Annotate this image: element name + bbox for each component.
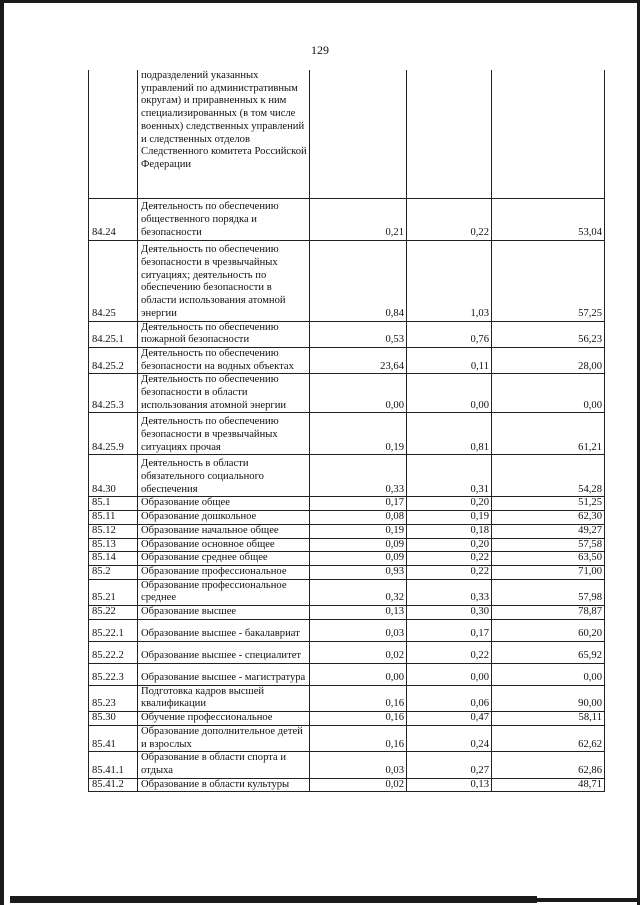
value-2-cell: 0,17 (407, 619, 492, 641)
code-cell: 85.41.2 (89, 778, 138, 792)
scan-edge-top (0, 0, 640, 3)
name-cell: Подготовка кадров высшей квалификации (138, 685, 310, 711)
code-cell: 84.25.1 (89, 321, 138, 347)
value-2-cell: 0,13 (407, 778, 492, 792)
code-cell (89, 70, 138, 198)
name-cell: Деятельность по обеспечению безопасности в чрезвычайных ситуациях; деятельность по обеспечению безопасности в области использования атомной энергии (138, 240, 310, 321)
value-2-cell: 0,76 (407, 321, 492, 347)
table-row (89, 552, 605, 566)
value-1-cell: 0,02 (310, 641, 407, 663)
value-3-cell: 49,27 (492, 524, 605, 538)
table-row (89, 497, 605, 511)
table-row (89, 240, 605, 321)
value-1-cell: 0,03 (310, 752, 407, 778)
table-row (89, 198, 605, 240)
code-cell: 85.22.3 (89, 663, 138, 685)
value-3-cell: 48,71 (492, 778, 605, 792)
value-1-cell (310, 70, 407, 198)
code-cell: 85.13 (89, 538, 138, 552)
code-cell: 85.22.1 (89, 619, 138, 641)
value-1-cell: 0,09 (310, 552, 407, 566)
value-2-cell (407, 70, 492, 198)
table-row (89, 663, 605, 685)
value-2-cell: 0,18 (407, 524, 492, 538)
code-cell: 84.25.9 (89, 413, 138, 455)
code-cell: 84.25.3 (89, 374, 138, 413)
code-cell: 84.25 (89, 240, 138, 321)
value-2-cell: 0,22 (407, 198, 492, 240)
table-row (89, 321, 605, 347)
value-2-cell: 0,33 (407, 579, 492, 605)
value-3-cell: 57,98 (492, 579, 605, 605)
code-cell: 85.41 (89, 725, 138, 751)
value-2-cell: 0,06 (407, 685, 492, 711)
name-cell: Образование начальное общее (138, 524, 310, 538)
value-3-cell: 58,11 (492, 712, 605, 726)
table-row (89, 347, 605, 373)
value-1-cell: 0,19 (310, 413, 407, 455)
value-3-cell: 63,50 (492, 552, 605, 566)
value-1-cell: 23,64 (310, 347, 407, 373)
code-cell: 85.1 (89, 497, 138, 511)
value-3-cell: 57,58 (492, 538, 605, 552)
name-cell: Образование высшее - специалитет (138, 641, 310, 663)
value-1-cell: 0,32 (310, 579, 407, 605)
value-2-cell: 0,47 (407, 712, 492, 726)
table-row (89, 565, 605, 579)
value-1-cell: 0,84 (310, 240, 407, 321)
code-cell: 85.2 (89, 565, 138, 579)
code-cell: 85.21 (89, 579, 138, 605)
value-3-cell: 0,00 (492, 663, 605, 685)
code-cell: 84.24 (89, 198, 138, 240)
value-3-cell: 62,30 (492, 511, 605, 525)
value-3-cell: 51,25 (492, 497, 605, 511)
name-cell: Образование высшее (138, 606, 310, 620)
value-3-cell: 78,87 (492, 606, 605, 620)
page-number: 129 (311, 43, 329, 57)
data-table (88, 70, 605, 792)
code-cell: 84.25.2 (89, 347, 138, 373)
value-1-cell: 0,53 (310, 321, 407, 347)
code-cell: 85.14 (89, 552, 138, 566)
code-cell: 85.30 (89, 712, 138, 726)
value-3-cell: 62,62 (492, 725, 605, 751)
value-2-cell: 0,20 (407, 497, 492, 511)
value-2-cell: 0,27 (407, 752, 492, 778)
name-cell: Деятельность по обеспечению безопасности в области использования атомной энергии (138, 374, 310, 413)
table-row (89, 725, 605, 751)
name-cell: Образование высшее - бакалавриат (138, 619, 310, 641)
value-3-cell: 65,92 (492, 641, 605, 663)
value-1-cell: 0,09 (310, 538, 407, 552)
table-row (89, 685, 605, 711)
value-3-cell: 90,00 (492, 685, 605, 711)
value-2-cell: 0,81 (407, 413, 492, 455)
value-2-cell: 0,31 (407, 455, 492, 497)
value-2-cell: 0,30 (407, 606, 492, 620)
table-row (89, 413, 605, 455)
name-cell: Образование высшее - магистратура (138, 663, 310, 685)
code-cell: 85.22 (89, 606, 138, 620)
name-cell: Образование профессиональное (138, 565, 310, 579)
name-cell: Обучение профессиональное (138, 712, 310, 726)
name-cell: Образование среднее общее (138, 552, 310, 566)
value-3-cell: 54,28 (492, 455, 605, 497)
table-row (89, 778, 605, 792)
name-cell: Образование общее (138, 497, 310, 511)
name-cell: Деятельность в области обязательного социального обеспечения (138, 455, 310, 497)
table-row (89, 641, 605, 663)
value-1-cell: 0,00 (310, 663, 407, 685)
table-row (89, 455, 605, 497)
value-2-cell: 0,22 (407, 565, 492, 579)
table-row (89, 606, 605, 620)
value-3-cell: 56,23 (492, 321, 605, 347)
scan-edge-bottom-thin (537, 898, 637, 902)
value-1-cell: 0,16 (310, 725, 407, 751)
value-2-cell: 0,24 (407, 725, 492, 751)
value-2-cell: 0,22 (407, 552, 492, 566)
value-3-cell: 57,25 (492, 240, 605, 321)
value-1-cell: 0,03 (310, 619, 407, 641)
value-1-cell: 0,16 (310, 712, 407, 726)
value-1-cell: 0,02 (310, 778, 407, 792)
name-cell: Образование в области культуры (138, 778, 310, 792)
value-1-cell: 0,17 (310, 497, 407, 511)
value-3-cell: 28,00 (492, 347, 605, 373)
scan-edge-left (0, 0, 4, 905)
code-cell: 84.30 (89, 455, 138, 497)
table-row (89, 619, 605, 641)
value-3-cell: 0,00 (492, 374, 605, 413)
value-3-cell: 53,04 (492, 198, 605, 240)
value-1-cell: 0,16 (310, 685, 407, 711)
value-1-cell: 0,08 (310, 511, 407, 525)
name-cell: Образование в области спорта и отдыха (138, 752, 310, 778)
table-body (89, 70, 605, 792)
value-2-cell: 0,00 (407, 374, 492, 413)
name-cell: Деятельность по обеспечению пожарной безопасности (138, 321, 310, 347)
value-3-cell: 61,21 (492, 413, 605, 455)
table-row (89, 374, 605, 413)
name-cell: Образование дополнительное детей и взрослых (138, 725, 310, 751)
value-2-cell: 1,03 (407, 240, 492, 321)
name-cell: Деятельность по обеспечению безопасности в чрезвычайных ситуациях прочая (138, 413, 310, 455)
name-cell: Образование профессиональное среднее (138, 579, 310, 605)
table-row (89, 579, 605, 605)
name-cell: Деятельность по обеспечению безопасности на водных объектах (138, 347, 310, 373)
code-cell: 85.11 (89, 511, 138, 525)
table-row (89, 538, 605, 552)
value-1-cell: 0,21 (310, 198, 407, 240)
value-3-cell: 62,86 (492, 752, 605, 778)
value-3-cell: 71,00 (492, 565, 605, 579)
value-3-cell (492, 70, 605, 198)
value-2-cell: 0,11 (407, 347, 492, 373)
value-2-cell: 0,19 (407, 511, 492, 525)
value-1-cell: 0,19 (310, 524, 407, 538)
name-cell: Деятельность по обеспечению общественного порядка и безопасности (138, 198, 310, 240)
code-cell: 85.41.1 (89, 752, 138, 778)
value-1-cell: 0,13 (310, 606, 407, 620)
table-row (89, 712, 605, 726)
value-3-cell: 60,20 (492, 619, 605, 641)
value-2-cell: 0,00 (407, 663, 492, 685)
value-1-cell: 0,00 (310, 374, 407, 413)
code-cell: 85.22.2 (89, 641, 138, 663)
code-cell: 85.23 (89, 685, 138, 711)
value-2-cell: 0,20 (407, 538, 492, 552)
code-cell: 85.12 (89, 524, 138, 538)
table-row (89, 752, 605, 778)
name-cell: подразделений указанных управлений по административным округам) и приравненных к ним специализированных (в том числе военных) следственных управлений и следственных отделов Следственного комитета Российской Федерации (138, 70, 310, 198)
name-cell: Образование основное общее (138, 538, 310, 552)
value-2-cell: 0,22 (407, 641, 492, 663)
value-1-cell: 0,33 (310, 455, 407, 497)
value-1-cell: 0,93 (310, 565, 407, 579)
table-row (89, 524, 605, 538)
table-row (89, 70, 605, 198)
table-row (89, 511, 605, 525)
scan-edge-bottom (10, 896, 537, 903)
name-cell: Образование дошкольное (138, 511, 310, 525)
